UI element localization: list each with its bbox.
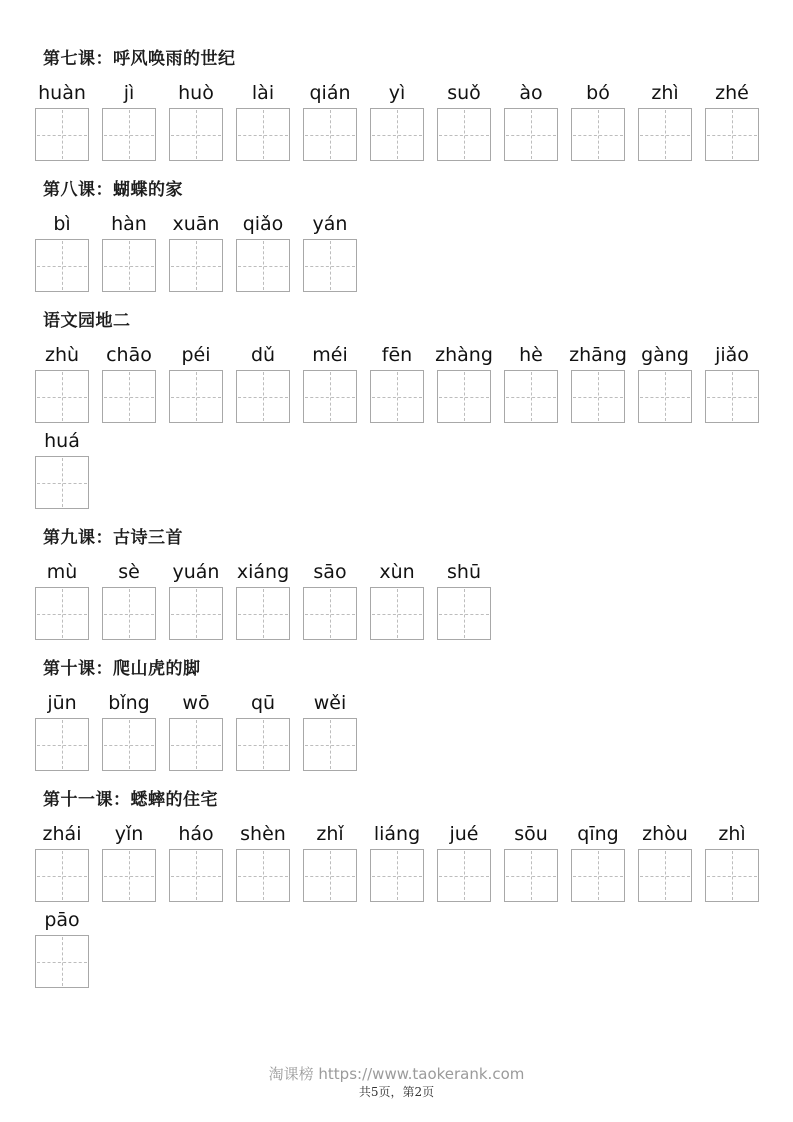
pinyin-grid-row <box>35 824 765 902</box>
pinyin-cell <box>102 83 156 161</box>
pinyin-cell <box>102 693 156 771</box>
lesson-title: 语文园地二 <box>43 311 131 331</box>
writing-grid-box <box>236 718 290 771</box>
pinyin-label: zhái <box>42 823 82 845</box>
writing-grid-box <box>102 718 156 771</box>
writing-grid-box <box>504 370 558 423</box>
pinyin-cell <box>504 345 558 423</box>
writing-grid-box <box>102 239 156 292</box>
lesson-title: 第九课：古诗三首 <box>43 528 183 548</box>
lesson-rows <box>35 214 765 292</box>
grid-horizontal-guide <box>707 135 757 136</box>
grid-horizontal-guide <box>104 614 154 615</box>
writing-grid-box <box>236 587 290 640</box>
pinyin-cell <box>236 824 290 902</box>
grid-horizontal-guide <box>305 614 355 615</box>
pinyin-cell <box>437 345 491 423</box>
pinyin-label: jiǎo <box>715 344 749 366</box>
grid-horizontal-guide <box>305 266 355 267</box>
grid-horizontal-guide <box>305 876 355 877</box>
pinyin-label: péi <box>181 344 211 366</box>
pinyin-grid-row <box>35 431 765 509</box>
grid-horizontal-guide <box>104 397 154 398</box>
pinyin-label: zhì <box>718 823 746 845</box>
pinyin-label: méi <box>312 344 348 366</box>
writing-grid-box <box>236 108 290 161</box>
writing-grid-box <box>437 587 491 640</box>
pinyin-cell <box>169 214 223 292</box>
grid-horizontal-guide <box>104 876 154 877</box>
pinyin-label: liáng <box>373 823 421 845</box>
pinyin-label: chāo <box>106 344 152 366</box>
pinyin-cell <box>504 83 558 161</box>
lesson-title: 第十一课：蟋蟀的住宅 <box>43 790 218 810</box>
pinyin-grid-row <box>35 693 765 771</box>
writing-grid-box <box>35 239 89 292</box>
lesson-section <box>35 50 765 161</box>
pinyin-cell <box>437 824 491 902</box>
pinyin-label: wō <box>182 692 210 714</box>
grid-horizontal-guide <box>104 745 154 746</box>
grid-horizontal-guide <box>573 135 623 136</box>
writing-grid-box <box>571 370 625 423</box>
pinyin-cell <box>35 693 89 771</box>
grid-horizontal-guide <box>573 397 623 398</box>
writing-grid-box <box>303 108 357 161</box>
pinyin-cell <box>303 693 357 771</box>
pinyin-label: shèn <box>240 823 286 845</box>
pinyin-label: huò <box>178 82 214 104</box>
lesson-title: 第七课：呼风唤雨的世纪 <box>43 49 236 69</box>
writing-grid-box <box>705 370 759 423</box>
writing-grid-box <box>169 587 223 640</box>
grid-horizontal-guide <box>238 135 288 136</box>
pinyin-label: xiáng <box>236 561 290 583</box>
grid-horizontal-guide <box>640 135 690 136</box>
writing-grid-box <box>370 587 424 640</box>
pinyin-cell <box>169 562 223 640</box>
pinyin-cell <box>169 693 223 771</box>
writing-grid-box <box>705 108 759 161</box>
lesson-section <box>35 529 765 640</box>
writing-grid-box <box>169 108 223 161</box>
grid-horizontal-guide <box>37 135 87 136</box>
grid-horizontal-guide <box>171 135 221 136</box>
pinyin-cell <box>236 83 290 161</box>
grid-horizontal-guide <box>171 266 221 267</box>
pinyin-cell <box>571 83 625 161</box>
pinyin-cell <box>303 83 357 161</box>
pinyin-label: shū <box>447 561 481 583</box>
pinyin-label: zhé <box>715 82 749 104</box>
pinyin-label: hè <box>519 344 543 366</box>
pinyin-cell <box>236 345 290 423</box>
grid-horizontal-guide <box>37 745 87 746</box>
grid-horizontal-guide <box>171 397 221 398</box>
pinyin-cell <box>236 562 290 640</box>
pinyin-cell <box>437 562 491 640</box>
pinyin-label: bì <box>53 213 71 235</box>
pinyin-cell <box>638 83 692 161</box>
pinyin-label: gàng <box>641 344 689 366</box>
writing-grid-box <box>705 849 759 902</box>
pinyin-label: huàn <box>38 82 86 104</box>
grid-horizontal-guide <box>37 266 87 267</box>
pinyin-cell <box>35 214 89 292</box>
grid-horizontal-guide <box>707 876 757 877</box>
pinyin-cell <box>35 562 89 640</box>
grid-horizontal-guide <box>439 397 489 398</box>
writing-grid-box <box>102 587 156 640</box>
pinyin-cell <box>35 910 89 988</box>
grid-horizontal-guide <box>238 876 288 877</box>
writing-grid-box <box>236 239 290 292</box>
pinyin-label: sāo <box>313 561 347 583</box>
writing-grid-box <box>35 849 89 902</box>
writing-grid-box <box>236 849 290 902</box>
grid-horizontal-guide <box>104 266 154 267</box>
page-number-text: 共5页，第2页 <box>358 1085 435 1099</box>
lesson-rows <box>35 693 765 771</box>
writing-grid-box <box>35 370 89 423</box>
pinyin-label: huá <box>44 430 80 452</box>
grid-horizontal-guide <box>305 745 355 746</box>
lesson-rows <box>35 824 765 988</box>
grid-horizontal-guide <box>372 135 422 136</box>
pinyin-cell <box>102 345 156 423</box>
pinyin-label: yán <box>312 213 348 235</box>
grid-horizontal-guide <box>171 614 221 615</box>
writing-grid-box <box>169 370 223 423</box>
grid-horizontal-guide <box>640 397 690 398</box>
grid-horizontal-guide <box>372 876 422 877</box>
pinyin-label: wěi <box>313 692 347 714</box>
writing-grid-box <box>571 849 625 902</box>
writing-grid-box <box>102 849 156 902</box>
writing-grid-box <box>638 108 692 161</box>
grid-horizontal-guide <box>372 397 422 398</box>
page-footer <box>0 1064 793 1100</box>
pinyin-label: xuān <box>172 213 220 235</box>
pinyin-cell <box>102 214 156 292</box>
pinyin-cell <box>35 824 89 902</box>
grid-horizontal-guide <box>171 876 221 877</box>
grid-horizontal-guide <box>506 397 556 398</box>
grid-horizontal-guide <box>238 266 288 267</box>
pinyin-cell <box>370 83 424 161</box>
lesson-title: 第十课：爬山虎的脚 <box>43 659 201 679</box>
pinyin-label: pāo <box>44 909 80 931</box>
sections <box>35 50 765 1008</box>
grid-horizontal-guide <box>37 876 87 877</box>
grid-horizontal-guide <box>37 962 87 963</box>
pinyin-cell <box>35 431 89 509</box>
pinyin-label: háo <box>178 823 214 845</box>
pinyin-label: yǐn <box>114 823 144 845</box>
pinyin-label: fēn <box>381 344 413 366</box>
pinyin-label: dǔ <box>250 344 276 366</box>
pinyin-cell <box>370 345 424 423</box>
pinyin-label: zhì <box>651 82 679 104</box>
watermark-site-text: 淘课榜 https://www.taokerank.com <box>268 1065 525 1083</box>
pinyin-label: zhǐ <box>316 823 344 845</box>
pinyin-cell <box>236 693 290 771</box>
lesson-section <box>35 791 765 988</box>
pinyin-grid-row <box>35 562 765 640</box>
writing-grid-box <box>303 849 357 902</box>
pinyin-cell <box>504 824 558 902</box>
pinyin-label: zhāng <box>569 344 627 366</box>
pinyin-cell <box>169 83 223 161</box>
grid-horizontal-guide <box>439 614 489 615</box>
pinyin-grid-row <box>35 345 765 423</box>
writing-grid-box <box>437 849 491 902</box>
writing-grid-box <box>35 456 89 509</box>
pinyin-label: yuán <box>172 561 220 583</box>
pinyin-label: sōu <box>514 823 548 845</box>
grid-horizontal-guide <box>171 745 221 746</box>
writing-grid-box <box>169 849 223 902</box>
pinyin-label: xùn <box>379 561 415 583</box>
pinyin-label: zhù <box>44 344 80 366</box>
writing-grid-box <box>102 108 156 161</box>
pinyin-label: sè <box>118 561 140 583</box>
grid-horizontal-guide <box>238 397 288 398</box>
writing-grid-box <box>303 239 357 292</box>
pinyin-cell <box>236 214 290 292</box>
pinyin-cell <box>571 824 625 902</box>
grid-horizontal-guide <box>238 614 288 615</box>
pinyin-cell <box>370 824 424 902</box>
pinyin-cell <box>303 562 357 640</box>
pinyin-label: qiǎo <box>242 213 284 235</box>
pinyin-grid-row <box>35 83 765 161</box>
pinyin-grid-row <box>35 910 765 988</box>
writing-grid-box <box>35 108 89 161</box>
pinyin-cell <box>35 83 89 161</box>
grid-horizontal-guide <box>37 614 87 615</box>
grid-horizontal-guide <box>305 397 355 398</box>
lesson-rows <box>35 345 765 509</box>
pinyin-label: zhàng <box>435 344 493 366</box>
writing-grid-box <box>303 587 357 640</box>
grid-horizontal-guide <box>305 135 355 136</box>
pinyin-cell <box>571 345 625 423</box>
pinyin-label: ào <box>519 82 543 104</box>
pinyin-cell <box>303 214 357 292</box>
pinyin-label: bó <box>586 82 610 104</box>
pinyin-label: suǒ <box>447 82 481 104</box>
pinyin-label: qīng <box>577 823 619 845</box>
pinyin-cell <box>35 345 89 423</box>
writing-grid-box <box>303 370 357 423</box>
pinyin-cell <box>169 345 223 423</box>
writing-grid-box <box>638 370 692 423</box>
grid-horizontal-guide <box>640 876 690 877</box>
writing-grid-box <box>571 108 625 161</box>
writing-grid-box <box>169 239 223 292</box>
writing-grid-box <box>638 849 692 902</box>
writing-grid-box <box>236 370 290 423</box>
pinyin-label: hàn <box>111 213 147 235</box>
writing-grid-box <box>370 370 424 423</box>
pinyin-cell <box>705 345 759 423</box>
grid-horizontal-guide <box>506 135 556 136</box>
pinyin-label: mù <box>46 561 78 583</box>
grid-horizontal-guide <box>707 397 757 398</box>
pinyin-label: jūn <box>47 692 77 714</box>
pinyin-label: qū <box>250 692 276 714</box>
pinyin-label: yì <box>388 82 406 104</box>
pinyin-label: jué <box>449 823 479 845</box>
pinyin-label: zhòu <box>642 823 688 845</box>
writing-grid-box <box>504 108 558 161</box>
grid-horizontal-guide <box>238 745 288 746</box>
pinyin-cell <box>102 562 156 640</box>
pinyin-cell <box>102 824 156 902</box>
writing-grid-box <box>169 718 223 771</box>
pinyin-cell <box>638 824 692 902</box>
pinyin-cell <box>705 83 759 161</box>
pinyin-cell <box>638 345 692 423</box>
grid-horizontal-guide <box>439 876 489 877</box>
writing-grid-box <box>35 935 89 988</box>
grid-horizontal-guide <box>573 876 623 877</box>
lesson-title: 第八课：蝴蝶的家 <box>43 180 183 200</box>
pinyin-cell <box>705 824 759 902</box>
pinyin-cell <box>303 824 357 902</box>
pinyin-cell <box>437 83 491 161</box>
writing-grid-box <box>102 370 156 423</box>
writing-grid-box <box>370 108 424 161</box>
pinyin-label: lài <box>251 82 275 104</box>
grid-horizontal-guide <box>372 614 422 615</box>
grid-horizontal-guide <box>37 397 87 398</box>
pinyin-cell <box>303 345 357 423</box>
grid-horizontal-guide <box>37 483 87 484</box>
lesson-section <box>35 660 765 771</box>
pinyin-cell <box>169 824 223 902</box>
grid-horizontal-guide <box>439 135 489 136</box>
pinyin-cell <box>370 562 424 640</box>
writing-grid-box <box>504 849 558 902</box>
writing-grid-box <box>370 849 424 902</box>
pinyin-label: jì <box>123 82 135 104</box>
grid-horizontal-guide <box>506 876 556 877</box>
writing-grid-box <box>437 108 491 161</box>
writing-grid-box <box>437 370 491 423</box>
grid-horizontal-guide <box>104 135 154 136</box>
pinyin-label: bǐng <box>108 692 150 714</box>
pinyin-grid-row <box>35 214 765 292</box>
lesson-rows <box>35 83 765 161</box>
lesson-section <box>35 181 765 292</box>
lesson-section <box>35 312 765 509</box>
writing-grid-box <box>35 587 89 640</box>
pinyin-label: qián <box>309 82 351 104</box>
writing-grid-box <box>35 718 89 771</box>
writing-grid-box <box>303 718 357 771</box>
lesson-rows <box>35 562 765 640</box>
